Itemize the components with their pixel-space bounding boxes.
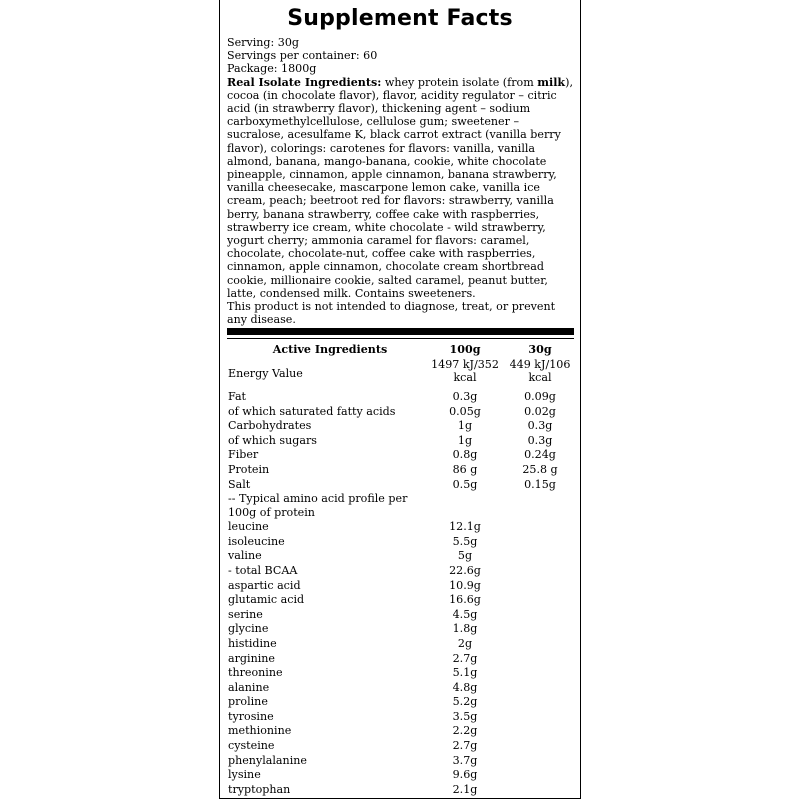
ingredient-name: glutamic acid — [228, 593, 305, 607]
amino-acid-row — [227, 782, 577, 797]
ingredient-name: methionine — [228, 724, 292, 738]
ingredient-name: Salt — [228, 477, 251, 491]
value-per-100g: 1g — [457, 433, 473, 447]
nutrition-table — [227, 342, 577, 796]
amino-profile-heading — [227, 491, 577, 519]
value-per-100g: 2.7g — [452, 739, 478, 753]
value-per-30g: 0.09g — [524, 390, 556, 403]
supplement-facts-panel — [219, 0, 581, 799]
value-per-100g: 2.7g — [452, 651, 478, 665]
amino-acid-row — [227, 607, 577, 622]
amino-acid-row — [227, 680, 577, 695]
amino-acid-row — [227, 534, 577, 549]
ingredient-name: threonine — [228, 666, 283, 680]
value-per-100g: 5.1g — [452, 666, 478, 680]
ingredients-post: ), cocoa (in chocolate flavor), flavor, acidity regulator – citric acid (in strawberry flavor), thickening agent – sodium carboxymethylcellulose, cellulose gum; sweetener – sucralose, acesulfame K, black carrot extract (vanilla berry flavor), colorings: carotenes for flavors: vanilla, vanilla almond, banana, mango-banana, cookie, white chocolate pineapple, cinnamon, apple cinnamon, banana strawberry, vanilla cheesecake, mascarpone lemon cake, vanilla ice cream, peach; beetroot red for flavors: strawberry, vanilla berry, banana strawberry, coffee cake with raspberries, strawberry ice cream, white chocolate - wild strawberry, yogurt cherry; ammonia caramel for flavors: caramel, chocolate, chocolate-nut, coffee cake with raspberries, cinnamon, apple cinnamon, chocolate cream shortbread cookie, millionaire cookie, salted caramel, peanut butter, latte, condensed milk. Contains sweeteners. — [227, 75, 573, 300]
value-per-30g: 0.24g — [524, 448, 556, 462]
ingredient-name: lysine — [228, 768, 261, 782]
ingredient-name: aspartic acid — [228, 578, 301, 592]
value-per-100g: 0.5g — [452, 477, 478, 491]
product-info — [227, 36, 577, 326]
value-per-100g: 16.6g — [449, 593, 481, 607]
nutrient-row — [227, 462, 577, 477]
energy-label: Energy Value — [228, 367, 303, 380]
thick-divider — [227, 328, 574, 335]
energy-per-30g: 449 kJ/106 kcal — [509, 358, 571, 384]
value-per-100g: 4.5g — [452, 607, 478, 621]
value-per-100g: 9.6g — [452, 768, 478, 782]
ingredient-name: alanine — [228, 680, 270, 694]
value-per-100g: 0.3g — [452, 390, 478, 403]
ingredient-name: glycine — [228, 622, 269, 636]
amino-acid-row — [227, 665, 577, 680]
value-per-100g: 0.05g — [449, 404, 481, 418]
nutrient-row — [227, 447, 577, 462]
ingredient-name: tyrosine — [228, 709, 274, 723]
value-per-30g: 0.3g — [527, 433, 553, 447]
ingredient-name: Fiber — [228, 448, 259, 462]
nutrient-row — [227, 389, 577, 404]
thin-divider — [227, 338, 574, 339]
value-per-30g: 25.8 g — [522, 462, 558, 476]
ingredient-name: of which saturated fatty acids — [228, 404, 396, 418]
value-per-100g: 1g — [457, 419, 473, 433]
value-per-100g: 22.6g — [449, 563, 481, 577]
ingredient-name: Protein — [228, 462, 270, 476]
amino-acid-row — [227, 753, 577, 768]
amino-acid-row — [227, 709, 577, 724]
ingredient-name: of which sugars — [228, 433, 317, 447]
servings-per-container: Servings per container: 60 — [227, 49, 378, 63]
table-header-row — [227, 342, 577, 359]
value-per-100g: 2g — [457, 636, 473, 650]
header-active-ingredients: Active Ingredients — [272, 343, 388, 356]
energy-per-100g: 1497 kJ/352 kcal — [431, 358, 499, 384]
nutrient-row — [227, 433, 577, 448]
amino-acid-row — [227, 694, 577, 709]
panel-title: Supplement Facts — [287, 6, 513, 31]
amino-profile-label: -- Typical amino acid profile per 100g of protein — [228, 492, 408, 519]
nutrient-row — [227, 477, 577, 492]
value-per-100g: 4.8g — [452, 680, 478, 694]
amino-acid-row — [227, 563, 577, 578]
disclaimer-text: This product is not intended to diagnose, treat, or prevent any disease. — [227, 300, 556, 327]
serving-size: Serving: 30g — [227, 36, 300, 49]
energy-row — [227, 359, 577, 389]
ingredient-name: valine — [228, 549, 262, 563]
ingredient-name: - total BCAA — [228, 563, 298, 577]
amino-acid-row — [227, 636, 577, 651]
value-per-100g: 2.2g — [452, 724, 478, 738]
value-per-100g: 86 g — [452, 462, 478, 476]
header-per-100g: 100g — [449, 343, 481, 356]
ingredient-name: serine — [228, 607, 263, 621]
ingredients-label: Real Isolate Ingredients: — [227, 75, 382, 89]
ingredients-pre: whey protein isolate (from — [381, 75, 538, 89]
value-per-100g: 2.1g — [452, 782, 478, 796]
ingredient-name: arginine — [228, 651, 275, 665]
amino-acid-row — [227, 519, 577, 534]
ingredient-name: tryptophan — [228, 782, 291, 796]
value-per-100g: 1.8g — [452, 622, 478, 636]
nutrient-row — [227, 404, 577, 419]
value-per-100g: 3.7g — [452, 753, 478, 767]
amino-acid-row — [227, 767, 577, 782]
value-per-30g: 0.02g — [524, 404, 556, 418]
header-per-30g: 30g — [528, 343, 552, 356]
ingredient-name: proline — [228, 695, 268, 709]
value-per-100g: 10.9g — [449, 578, 481, 592]
value-per-100g: 5.2g — [452, 695, 478, 709]
package-size: Package: 1800g — [227, 62, 317, 76]
amino-acid-row — [227, 578, 577, 593]
value-per-100g: 3.5g — [452, 709, 478, 723]
ingredient-name: cysteine — [228, 739, 275, 753]
value-per-100g: 12.1g — [449, 520, 481, 534]
ingredient-name: histidine — [228, 636, 277, 650]
ingredients-text — [227, 76, 577, 300]
value-per-100g: 5.5g — [452, 534, 478, 548]
amino-acid-row — [227, 651, 577, 666]
amino-acid-row — [227, 548, 577, 563]
nutrient-row — [227, 418, 577, 433]
amino-acid-row — [227, 723, 577, 738]
ingredient-name: Carbohydrates — [228, 419, 312, 433]
amino-acid-row — [227, 738, 577, 753]
ingredient-name: Fat — [228, 390, 247, 403]
amino-acid-row — [227, 592, 577, 607]
ingredient-name: leucine — [228, 520, 269, 534]
value-per-100g: 5g — [457, 549, 473, 563]
amino-acid-row — [227, 621, 577, 636]
value-per-100g: 0.8g — [452, 448, 478, 462]
value-per-30g: 0.3g — [527, 419, 553, 433]
ingredients-allergen-milk: milk — [537, 75, 566, 89]
ingredient-name: isoleucine — [228, 534, 285, 548]
ingredient-name: phenylalanine — [228, 753, 307, 767]
value-per-30g: 0.15g — [524, 477, 556, 491]
